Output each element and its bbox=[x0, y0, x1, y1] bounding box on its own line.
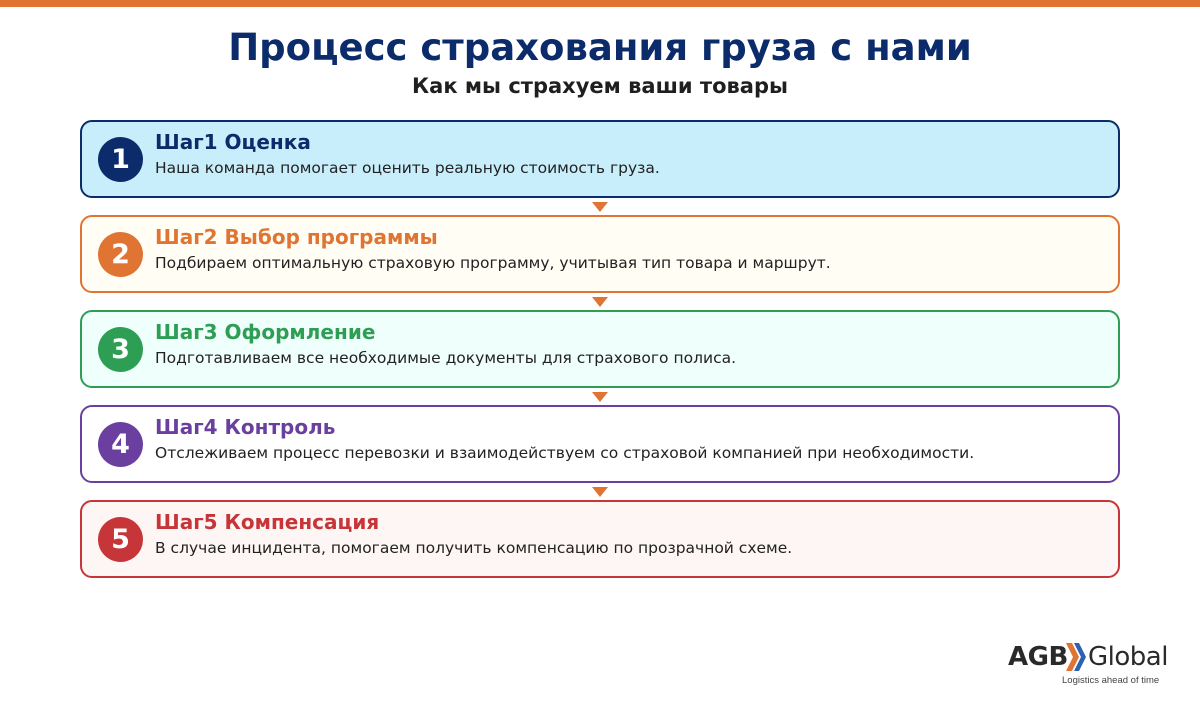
logo-global-text: Global bbox=[1088, 642, 1168, 672]
step-number-badge: 1 bbox=[98, 137, 143, 182]
step-title: Шаг5 Компенсация bbox=[155, 510, 380, 534]
logo-tagline: Logistics ahead of time bbox=[1062, 675, 1160, 686]
agb-global-logo bbox=[1008, 640, 1178, 692]
page-subtitle: Как мы страхуем ваши товары bbox=[411, 74, 788, 98]
step-number-badge: 5 bbox=[98, 517, 143, 562]
step-card-1 bbox=[80, 120, 1120, 198]
step-card-2 bbox=[80, 215, 1120, 293]
page-title: Процесс страхования груза с нами bbox=[228, 26, 972, 69]
step-card-5 bbox=[80, 500, 1120, 578]
step-number-badge: 3 bbox=[98, 327, 143, 372]
step-card-3 bbox=[80, 310, 1120, 388]
down-arrow-connector bbox=[592, 487, 608, 497]
step-number-badge: 4 bbox=[98, 422, 143, 467]
step-title: Шаг4 Контроль bbox=[155, 415, 336, 439]
chevron-icon bbox=[1066, 643, 1088, 671]
down-arrow-connector bbox=[592, 202, 608, 212]
step-description: Наша команда помогает оценить реальную стоимость груза. bbox=[155, 159, 660, 177]
top-accent-bar bbox=[0, 0, 1200, 7]
step-number-badge: 2 bbox=[98, 232, 143, 277]
logo-brand-text: AGB bbox=[1008, 642, 1068, 672]
step-description: Отслеживаем процесс перевозки и взаимодействуем со страховой компанией при необходимости. bbox=[155, 444, 975, 462]
down-arrow-connector bbox=[592, 297, 608, 307]
step-description: Подготавливаем все необходимые документы для страхового полиса. bbox=[155, 349, 737, 367]
step-title: Шаг1 Оценка bbox=[155, 130, 311, 154]
step-title: Шаг2 Выбор программы bbox=[155, 225, 438, 249]
step-title: Шаг3 Оформление bbox=[155, 320, 376, 344]
step-description: Подбираем оптимальную страховую программу, учитывая тип товара и маршрут. bbox=[155, 254, 831, 272]
step-description: В случае инцидента, помогаем получить компенсацию по прозрачной схеме. bbox=[155, 539, 793, 557]
down-arrow-connector bbox=[592, 392, 608, 402]
step-card-4 bbox=[80, 405, 1120, 483]
